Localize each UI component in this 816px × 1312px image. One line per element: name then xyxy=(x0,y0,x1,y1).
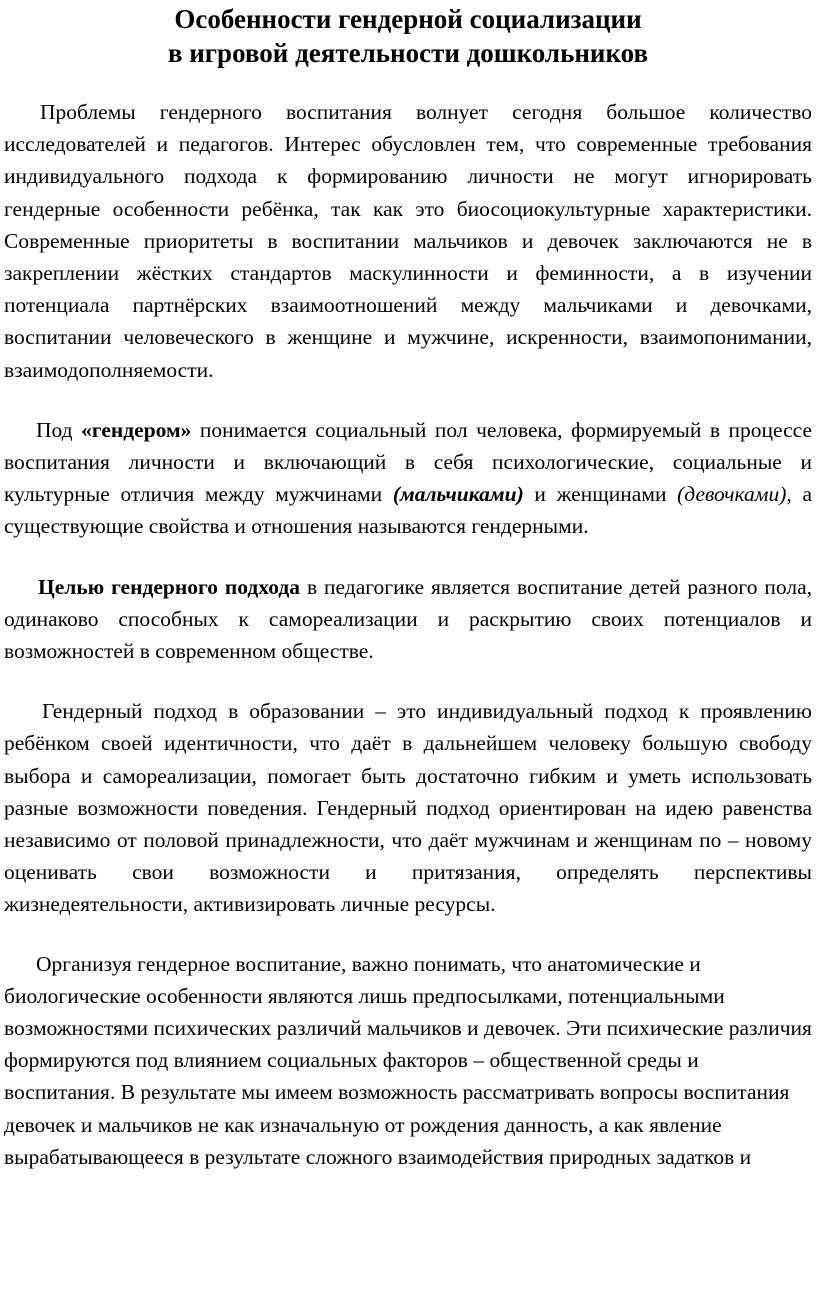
p2-text-1: понимается социальный пол человека, формируемый в процессе воспитания личности и включающий в себя психологические, социальные и культурные отличия между мужчинами xyxy=(4,417,812,507)
document-title xyxy=(4,2,812,70)
title-line-1: Особенности гендерной социализации xyxy=(174,4,642,34)
p2-italic-girls: (девочками) xyxy=(677,482,787,507)
p2-text-2: и женщинами xyxy=(523,482,678,507)
paragraph-organizing-text: Организуя гендерное воспитание, важно понимать, что анатомические и биологические особенности являются лишь предпосылками, потенциальными возможностями психических различий мальчиков и девочек. Эти психические различия формируются под влиянием социальных факторов – общественной среды и воспитания. В результате мы имеем возможность рассматривать вопросы воспитания девочек и мальчиков не как изначальную от рождения данность, а как явление вырабатывающееся в результате сложного взаимодействия природных задатков и xyxy=(4,951,812,1169)
paragraph-gender-approach-text: Гендерный подход в образовании – это индивидуальный подход к проявлению ребёнком своей идентичности, что даёт в дальнейшем человеку большую свободу выбора и самореализации, помогает быть достаточно гибким и уметь использовать разные возможности поведения. Гендерный подход ориентирован на идею равенства независимо от половой принадлежности, что даёт мужчинам и женщинам по – новому оценивать свои возможности и притязания, определять перспективы жизнедеятельности, активизировать личные ресурсы. xyxy=(4,699,812,917)
paragraph-intro xyxy=(4,96,812,386)
title-line-2: в игровой деятельности дошкольников xyxy=(167,38,649,68)
term-gender: гендером xyxy=(91,417,181,442)
p2-open-quote: « xyxy=(81,417,92,442)
paragraph-intro-text: Проблемы гендерного воспитания волнует сегодня большое количество исследователей и педагогов. Интерес обусловлен тем, что современные требования индивидуального подхода к формированию личности не могут игнорировать гендерные особенности ребёнка, так как это биосоциокультурные характеристики. Современные приоритеты в воспитании мальчиков и девочек заключаются не в закреплении жёстких стандартов маскулинности и феминности, а в изучении потенциала партнёрских взаимоотношений между мальчиками и девочками, воспитании человеческого в женщине и мужчине, искренности, взаимопонимании, взаимодополняемости. xyxy=(4,100,812,382)
paragraph-organizing xyxy=(4,948,812,1173)
p2-lead: Под xyxy=(36,417,82,442)
paragraph-gender-definition xyxy=(4,414,812,543)
paragraph-goal xyxy=(4,571,812,668)
goal-bold-phrase: Целью гендерного подхода xyxy=(38,574,300,599)
p2-close-quote: » xyxy=(180,417,192,442)
p2-text-3: , а существующие свойства и отношения называются гендерными. xyxy=(4,482,812,539)
paragraph-gender-approach xyxy=(4,695,812,920)
p2-italic-boys: (мальчиками) xyxy=(392,482,524,507)
paragraph-goal-text: в педагогике является воспитание детей разного пола, одинаково способных к самореализации и раскрытию своих потенциалов и возможностей в современном обществе. xyxy=(4,574,812,664)
